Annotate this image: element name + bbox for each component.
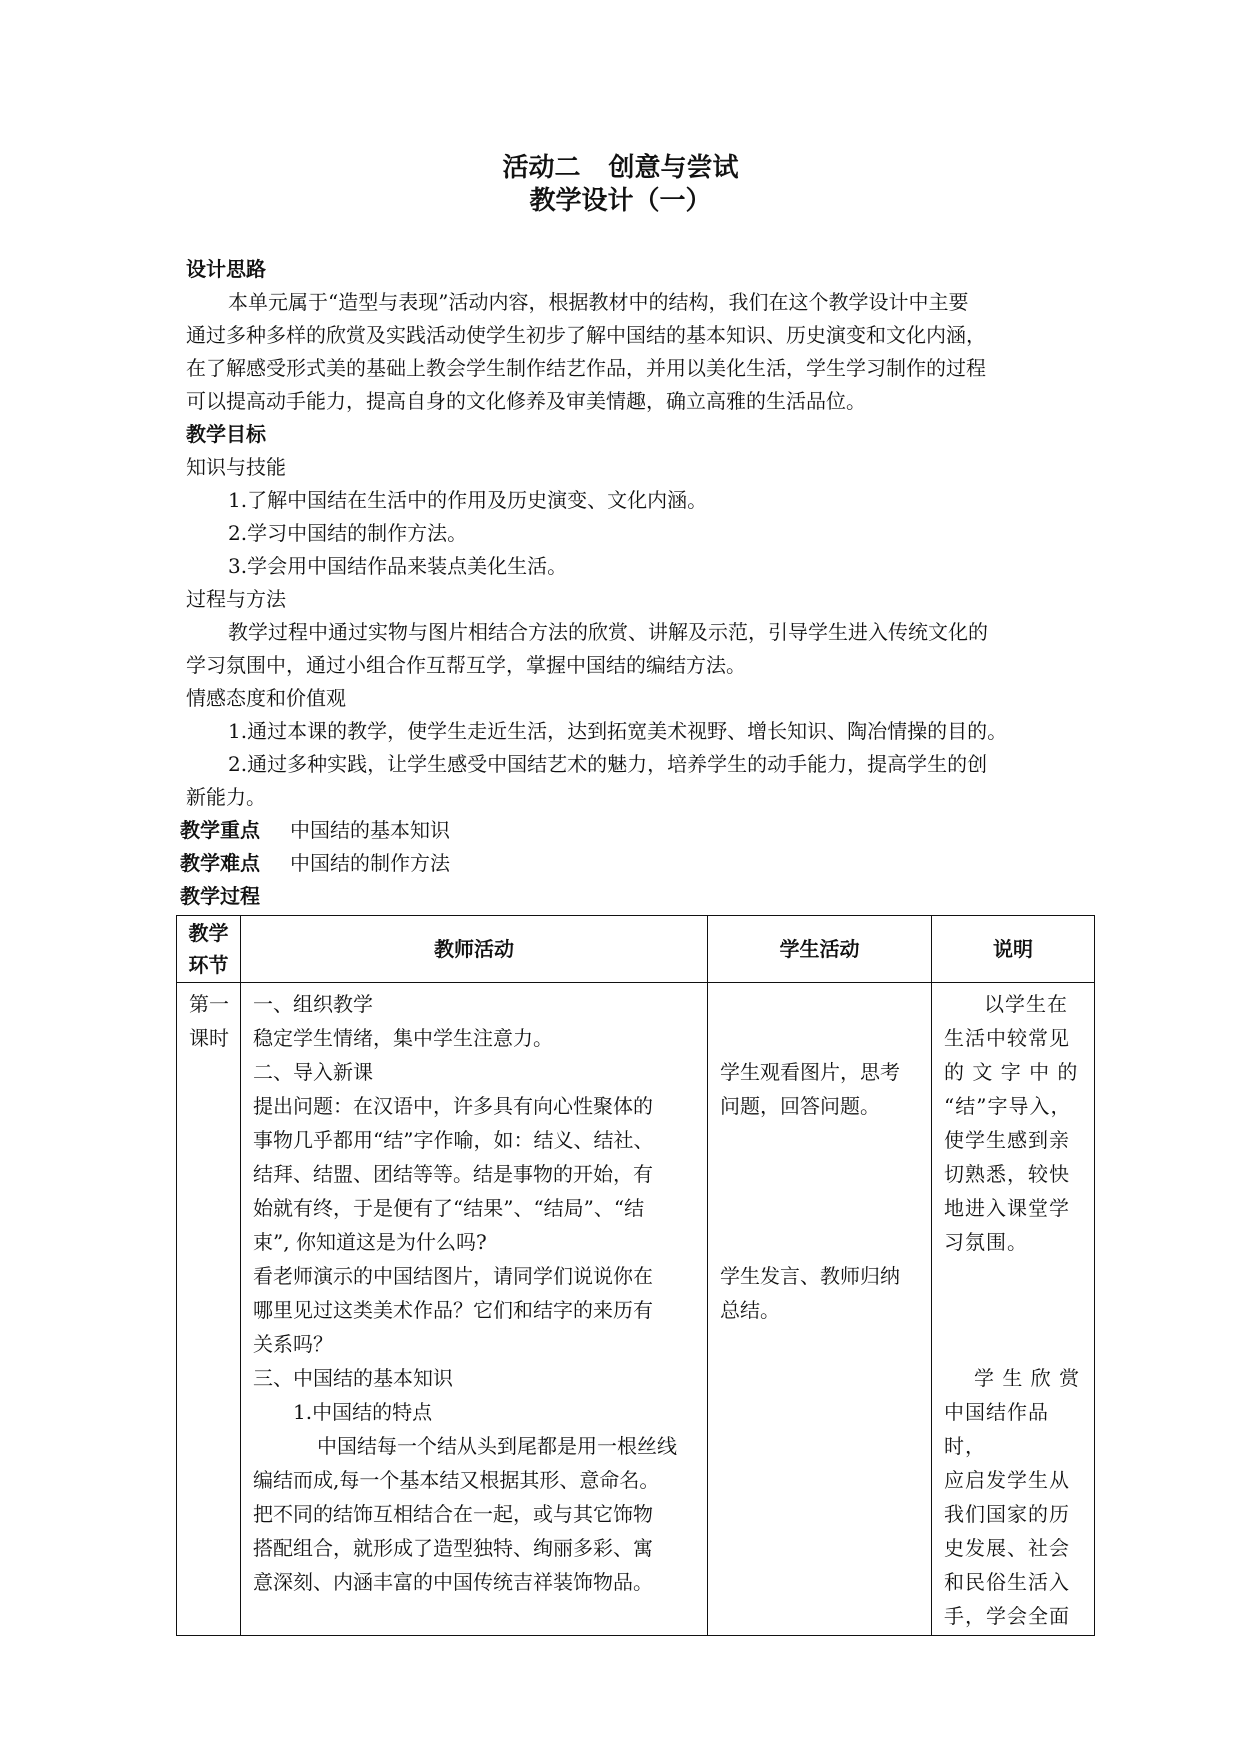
teacher-line: 1.中国结的特点 (293, 1400, 433, 1424)
stage-line: 课时 (189, 1026, 229, 1050)
note-line: 使学生感到亲 (944, 1128, 1070, 1152)
header-teacher: 教师活动 (241, 916, 708, 983)
teacher-activity-cell (241, 983, 708, 1636)
design-idea-line: 可以提高动手能力，提高自身的文化修养及审美情趣，确立高雅的生活品位。 (186, 389, 866, 413)
teacher-line: 一、组织教学 (253, 992, 373, 1016)
teacher-line: 看老师演示的中国结图片，请同学们说说你在 (253, 1264, 653, 1288)
student-line: 总结。 (720, 1298, 780, 1322)
document-title-line1 (0, 152, 1241, 184)
teacher-line: 三、中国结的基本知识 (253, 1366, 453, 1390)
knowledge-skills-heading: 知识与技能 (186, 455, 286, 479)
knowledge-item: 2.学习中国结的制作方法。 (228, 521, 468, 545)
teacher-line: 事物几乎都用“结”字作喻，如：结义、结社、 (253, 1128, 654, 1152)
teaching-process-table (176, 915, 1095, 1636)
teacher-line: 编结而成,每一个基本结又根据其形、意命名。 (253, 1468, 660, 1492)
note-line: 手，学会全面 (944, 1604, 1070, 1628)
note-line: 的 文 字 中 的 (944, 1060, 1079, 1084)
teacher-line: 束”, 你知道这是为什么吗? (253, 1230, 487, 1254)
teacher-line: 意深刻、内涵丰富的中国传统吉祥装饰物品。 (253, 1570, 653, 1594)
note-line: 我们国家的历 (944, 1502, 1070, 1526)
header-student: 学生活动 (708, 916, 932, 983)
student-line: 问题，回答问题。 (720, 1094, 880, 1118)
stage-line: 第一 (189, 992, 229, 1016)
header-note: 说明 (932, 916, 1095, 983)
note-line: 学 生 欣 赏 (974, 1366, 1081, 1390)
design-idea-line: 本单元属于“造型与表现”活动内容，根据教材中的结构，我们在这个教学设计中主要 (228, 290, 969, 314)
key-point-value: 中国结的基本知识 (290, 818, 450, 842)
teacher-line: 二、导入新课 (253, 1060, 373, 1084)
stage-cell (177, 983, 241, 1636)
title-activity-name: 创意与尝试 (608, 153, 739, 183)
key-point-row (180, 813, 450, 847)
difficulty-row (180, 846, 450, 880)
teacher-line: 提出问题：在汉语中，许多具有向心性聚体的 (253, 1094, 653, 1118)
note-line: 应启发学生从 (944, 1468, 1070, 1492)
attitude-line: 新能力。 (186, 785, 266, 809)
note-line: 生活中较常见 (944, 1026, 1070, 1050)
knowledge-item: 3.学会用中国结作品来装点美化生活。 (228, 554, 568, 578)
teacher-line: 始就有终，于是便有了“结果”、“结局”、“结 (253, 1196, 645, 1220)
note-cell (932, 983, 1095, 1636)
note-line: 以学生在 (984, 992, 1068, 1016)
design-idea-line: 在了解感受形式美的基础上教会学生制作结艺作品，并用以美化生活，学生学习制作的过程 (186, 356, 986, 380)
note-line: 史发展、社会 (944, 1536, 1070, 1560)
attitude-line: 2.通过多种实践，让学生感受中国结艺术的魅力，培养学生的动手能力，提高学生的创 (228, 752, 988, 776)
note-line: “结”字导入， (944, 1094, 1072, 1118)
note-line: 切熟悉，较快 (944, 1162, 1070, 1186)
teacher-line: 哪里见过这类美术作品？它们和结字的来历有 (253, 1298, 653, 1322)
table-row (177, 983, 1095, 1636)
teacher-line: 关系吗？ (253, 1332, 333, 1356)
process-method-heading: 过程与方法 (186, 587, 286, 611)
header-stage-label: 教学环节 (188, 920, 229, 977)
note-line: 中国结作品时， (944, 1400, 1049, 1458)
process-method-line: 学习氛围中，通过小组合作互帮互学，掌握中国结的编结方法。 (186, 653, 746, 677)
header-stage (177, 916, 241, 983)
teacher-line: 把不同的结饰互相结合在一起，或与其它饰物 (253, 1502, 653, 1526)
process-heading: 教学过程 (180, 884, 260, 908)
knowledge-item: 1.了解中国结在生活中的作用及历史演变、文化内涵。 (228, 488, 708, 512)
objectives-heading: 教学目标 (186, 422, 266, 446)
teacher-line: 中国结每一个结从头到尾都是用一根丝线 (317, 1434, 677, 1458)
design-idea-line: 通过多种多样的欣赏及实践活动使学生初步了解中国结的基本知识、历史演变和文化内涵， (186, 323, 986, 347)
teacher-line: 稳定学生情绪，集中学生注意力。 (253, 1026, 553, 1050)
note-line: 和民俗生活入 (944, 1570, 1070, 1594)
note-line: 习氛围。 (944, 1230, 1028, 1254)
table-header-row (177, 916, 1095, 983)
teacher-line: 搭配组合，就形成了造型独特、绚丽多彩、寓 (253, 1536, 653, 1560)
difficulty-value: 中国结的制作方法 (290, 851, 450, 875)
note-line: 地进入课堂学 (944, 1196, 1070, 1220)
document-title-line2: 教学设计（一） (529, 186, 712, 216)
student-activity-cell (708, 983, 932, 1636)
attitude-values-heading: 情感态度和价值观 (186, 686, 346, 710)
design-idea-heading: 设计思路 (186, 257, 266, 281)
key-point-label: 教学重点 (180, 818, 260, 842)
attitude-line: 1.通过本课的教学，使学生走近生活，达到拓宽美术视野、增长知识、陶冶情操的目的。 (228, 719, 1008, 743)
difficulty-label: 教学难点 (180, 851, 260, 875)
student-line: 学生观看图片，思考 (720, 1060, 900, 1084)
title-activity-number: 活动二 (502, 153, 581, 183)
teacher-line: 结拜、结盟、团结等等。结是事物的开始，有 (253, 1162, 653, 1186)
process-method-line: 教学过程中通过实物与图片相结合方法的欣赏、讲解及示范，引导学生进入传统文化的 (228, 620, 988, 644)
student-line: 学生发言、教师归纳 (720, 1264, 900, 1288)
